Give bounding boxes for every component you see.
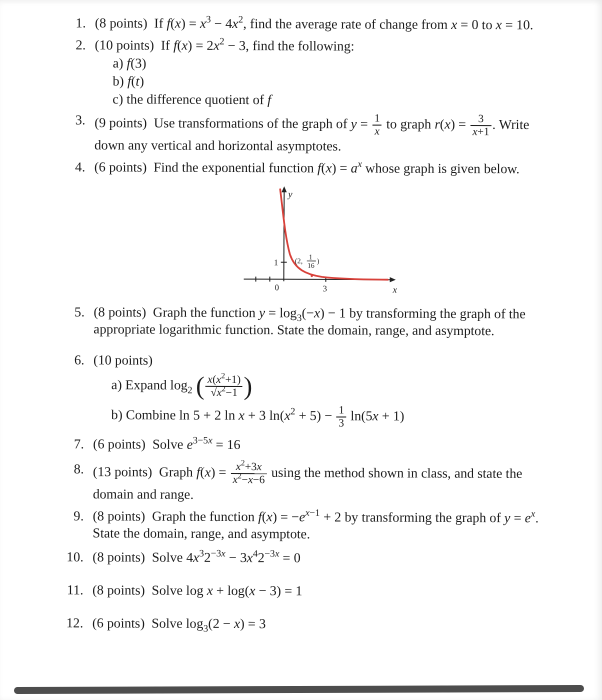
problem-text: (8 points) Graph the function $f(x) = -e^{x-1} + 2$ by transforming the graph of $y = e^x$. State the domain, range, and asymptote. [92,508,539,542]
exponential-graph [234,184,404,297]
problem-text: (10 points) If $f(x) = 2x^2 - 3$, find the following: [94,36,355,54]
problem-number: 2. [75,37,86,53]
problem-number: 12. [66,615,84,631]
point-label-numerator: 1 [308,253,313,262]
origin-label: 0 [274,282,280,293]
problem-text: (6 points) Solve $e^{3-5x} = 16$ [93,435,241,453]
problem-text: (9 points) Use transformations of the graph of y = $\frac{1}{x}$ to graph r(x) = $\frac{3}{x+1}$ . Write down any vertical and horizontal asymptotes. [94,112,530,154]
y-axis-label: y [288,190,293,201]
problem-subitem-b: b) Combine ln 5 + 2 ln x + 3 $\ln(x^2 + 5)$ − $\frac{1}{3}$ ln(5x + 1) [111,404,405,430]
point-label-denominator: 16 [307,261,315,270]
problem-7 [58,436,554,455]
problem-number: 4. [75,159,86,175]
problem-text: (8 points) Solve log x + log(x − 3) = 1 [92,582,303,599]
problem-subitem-a: a) f(3) [112,55,147,71]
exponential-curve [280,189,388,279]
problem-6 [58,351,554,430]
point-label-open: (2, [294,257,303,266]
problem-12 [57,615,553,634]
problem-3 [59,111,555,155]
problem-text: (13 points) Graph f(x) = $\frac{x^2+3x}{x^2-x-6}$ using the method shown in class, and state the domain and range. [92,458,523,503]
curve-point-marker [311,275,313,277]
problem-subitem-c: c) the difference quotient of f [112,91,272,108]
problem-number: 1. [75,15,86,31]
scan-edge-bar [14,685,584,694]
problem-subitem-a: a) Expand $\log_2$ ( $\frac{x(x^2+1)}{√x^2-1}$ ) [111,371,253,401]
problem-number: 3. [75,112,86,128]
problem-number: 11. [66,582,84,598]
problem-10 [58,549,554,568]
problem-number: 7. [73,436,85,452]
problem-number: 10. [66,549,84,565]
problem-4 [59,158,556,299]
problem-11 [57,582,553,601]
problem-text: (8 points) Graph the function $y = \log_3(-x) - 1$ by transforming the graph of the appropriate logarithmic function. State the domain, range, and asymptote. [93,304,526,339]
x-tick-label: 3 [322,283,328,294]
problem-8 [58,458,554,505]
problem-number: 6. [74,352,85,368]
problem-2 [60,36,556,109]
problem-text: (6 points) Solve $\log_3(2 - x) = 3$ [92,615,266,636]
x-axis-label: x [392,285,397,296]
problem-body [95,36,556,109]
problem-text: (10 points) [93,352,153,368]
point-label-close: ) [316,257,320,266]
problem-body [93,352,554,431]
problem-number: 9. [73,508,84,524]
problem-text: (6 points) Find the exponential function $f(x) = a^x$ whose graph is given below. [94,159,520,177]
problem-body [94,159,556,300]
problem-1 [60,14,556,33]
problem-text: (8 points) Solve $4x^32^{-3x} - 3x^42^{-3x} = 0$ [92,548,301,566]
problem-number: 5. [74,304,85,320]
problem-5 [59,303,555,339]
x-axis-arrow-icon [390,277,396,282]
y-axis-arrow-icon [282,186,287,192]
y-tick-label: 1 [273,257,279,268]
problem-number: 8. [73,461,84,477]
problem-text: (8 points) If $f(x) = x^3 - 4x^2$, find the average rate of change from x = 0 to x = 10. [94,14,534,33]
problem-subitem-b: b) f(t) [112,73,145,89]
problem-9 [58,508,554,544]
